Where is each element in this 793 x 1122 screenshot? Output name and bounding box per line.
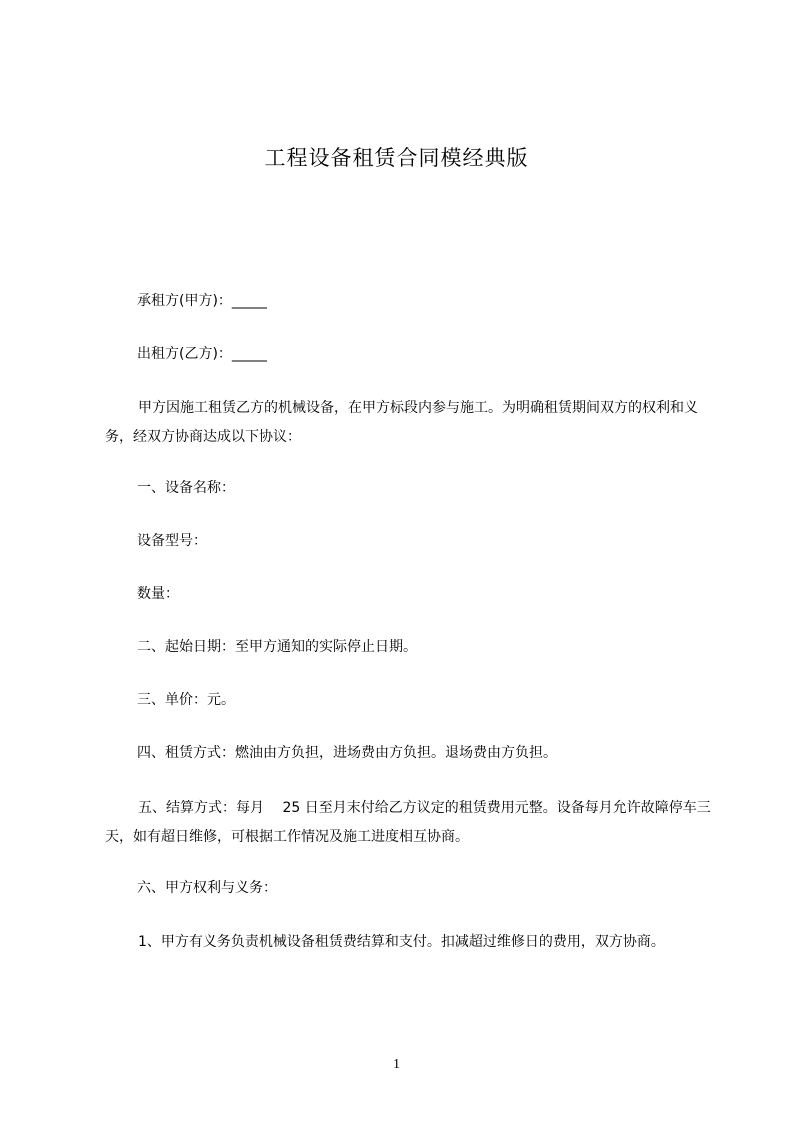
page-number: 1 <box>393 1057 400 1072</box>
party-a-line: 承租方(甲方)：_____ <box>137 293 267 309</box>
unit-price-line: 三、单价：元。 <box>137 692 235 708</box>
start-date-line: 二、起始日期：至甲方通知的实际停止日期。 <box>137 639 417 655</box>
equipment-model-line: 设备型号： <box>137 533 207 549</box>
intro-paragraph: 甲方因施工租赁乙方的机械设备，在甲方标段内参与施工。为明确租赁期间双方的权利和义务，经双方协商达成以下协议： <box>105 400 698 445</box>
quantity-line: 数量： <box>137 586 179 602</box>
party-b-line: 出租方(乙方)：_____ <box>137 346 267 362</box>
rights-a-heading: 六、甲方权利与义务： <box>137 880 277 896</box>
settlement-paragraph: 五、结算方式：每月 25 日至月末付给乙方议定的租赁费用元整。设备每月允许故障停车三天，如有超日维修，可根据工作情况及施工进度相互协商。 <box>105 800 711 845</box>
document-title: 工程设备租赁合同模经典版 <box>264 146 529 170</box>
equipment-name-line: 一、设备名称： <box>137 480 235 496</box>
clause-1-paragraph: 1、甲方有义务负责机械设备租赁费结算和支付。扣减超过维修日的费用，双方协商。 <box>138 934 665 950</box>
lease-method-line: 四、租赁方式：燃油由方负担，进场费由方负担。退场费由方负担。 <box>137 745 557 761</box>
